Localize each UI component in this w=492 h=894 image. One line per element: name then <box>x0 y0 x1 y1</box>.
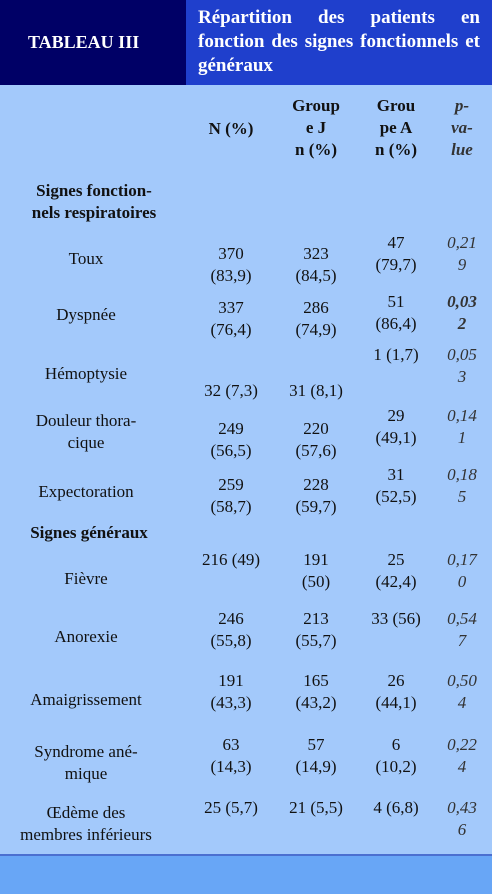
cell-p-value: 0,18 5 <box>447 465 477 506</box>
cell-p-value: 0,50 4 <box>447 671 477 712</box>
row-label: Amaigrissement <box>30 690 142 709</box>
cell-groupe-j: 165 (43,2) <box>295 671 337 712</box>
cell-groupe-a: 51 (86,4) <box>375 292 417 333</box>
cell-p-value: 0,05 3 <box>447 345 477 386</box>
cell-p-value: 0,54 7 <box>447 609 477 650</box>
row-label: Anorexie <box>54 627 118 646</box>
cell-n: 246 (55,8) <box>210 609 252 650</box>
row-label: Œdème des membres inférieurs <box>20 803 152 844</box>
cell-groupe-a: 6 (10,2) <box>375 735 417 776</box>
row-label: Douleur thora- cique <box>35 411 137 452</box>
cell-groupe-j: 21 (5,5) <box>289 798 343 817</box>
cell-groupe-j: 191 (50) <box>301 550 331 591</box>
cell-p-value: 0,03 2 <box>447 292 477 333</box>
section-respiratory: Signes fonction- nels respiratoires <box>31 181 157 222</box>
cell-groupe-a: 47 (79,7) <box>375 233 417 274</box>
cell-p-value: 0,22 4 <box>447 735 477 776</box>
cell-groupe-a: 1 (1,7) <box>373 345 419 364</box>
cell-groupe-a: 26 (44,1) <box>375 671 417 712</box>
row-label: Syndrome ané- mique <box>34 742 138 783</box>
cell-groupe-j: 213 (55,7) <box>295 609 337 650</box>
cell-n: 216 (49) <box>201 550 261 569</box>
cell-groupe-j: 57 (14,9) <box>295 735 337 776</box>
section-general: Signes généraux <box>30 523 148 542</box>
cell-groupe-j: 286 (74,9) <box>295 298 337 339</box>
table-header <box>0 0 492 85</box>
column-header-groupe-a: Grou pe A n (%) <box>374 96 418 159</box>
cell-n: 25 (5,7) <box>204 798 258 817</box>
cell-p-value: 0,43 6 <box>447 798 477 839</box>
bottom-divider <box>0 854 492 856</box>
cell-groupe-a: 31 (52,5) <box>375 465 417 506</box>
cell-groupe-j: 323 (84,5) <box>295 244 337 285</box>
cell-p-value: 0,17 0 <box>447 550 477 591</box>
row-label: Hémoptysie <box>44 364 128 383</box>
row-label: Expectoration <box>38 482 134 501</box>
cell-n: 191 (43,3) <box>210 671 252 712</box>
cell-n: 370 (83,9) <box>210 244 252 285</box>
cell-groupe-a: 4 (6,8) <box>373 798 419 817</box>
cell-n: 337 (76,4) <box>210 298 252 339</box>
table-title: Répartition des patients en fonction des signes fonctionnels et généraux <box>186 0 492 85</box>
row-label: Dyspnée <box>56 305 116 324</box>
cell-p-value: 0,14 1 <box>447 406 477 447</box>
cell-groupe-j: 228 (59,7) <box>295 475 337 516</box>
column-header-n: N (%) <box>208 119 254 138</box>
cell-groupe-a: 25 (42,4) <box>375 550 417 591</box>
column-header-groupe-j: Group e J n (%) <box>292 96 340 159</box>
cell-n: 259 (58,7) <box>210 475 252 516</box>
cell-groupe-a: 33 (56) <box>371 609 421 628</box>
cell-groupe-j: 220 (57,6) <box>295 419 337 460</box>
column-header-p-value: p- va- lue <box>451 96 473 159</box>
row-label: Toux <box>68 249 104 268</box>
table-label: TABLEAU III <box>0 0 186 85</box>
cell-groupe-a: 29 (49,1) <box>375 406 417 447</box>
cell-n: 249 (56,5) <box>210 419 252 460</box>
cell-n: 63 (14,3) <box>210 735 252 776</box>
cell-n: 32 (7,3) <box>204 381 258 400</box>
cell-p-value: 0,21 9 <box>447 233 477 274</box>
cell-groupe-j: 31 (8,1) <box>289 381 343 400</box>
row-label: Fièvre <box>64 569 108 588</box>
